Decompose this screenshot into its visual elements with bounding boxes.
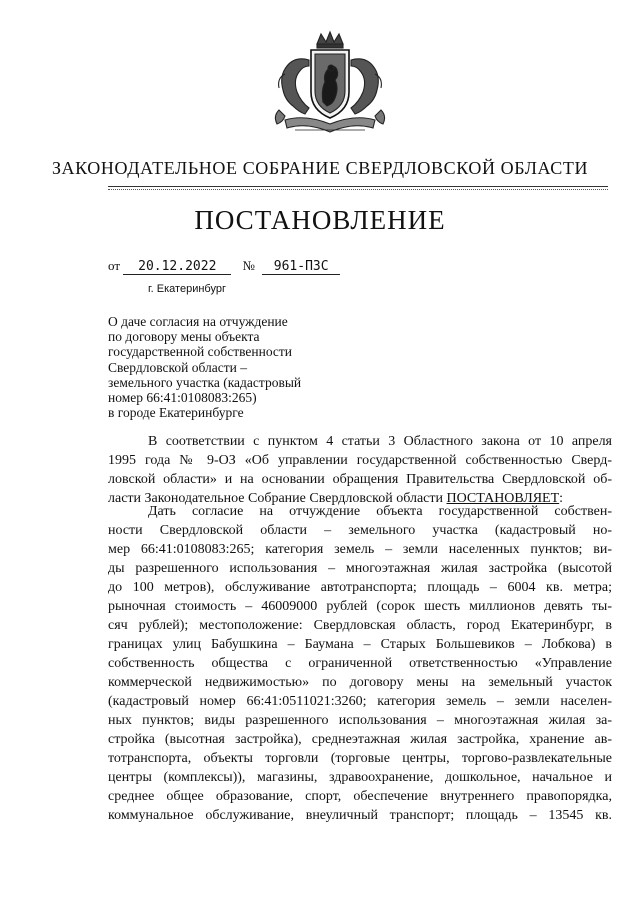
header-divider <box>108 186 608 187</box>
body-line: собственность общества с ограниченной ответственностью «Управление <box>108 656 612 671</box>
header-divider-dotted <box>108 189 608 190</box>
preamble-line: В соответствии с пунктом 4 статьи 3 Областного закона от 10 апреля <box>148 434 612 449</box>
document-subject <box>108 314 301 420</box>
body-line: коммунальное обслуживание, внеуличный транспорт; площадь – 13545 кв. <box>108 808 612 823</box>
body-line: коммерческой недвижимостью» по договору мены на земельный участок <box>108 675 612 690</box>
body-line: рыночная стоимость – 46009000 рублей (сорок шесть миллионов девять ты- <box>108 599 612 614</box>
city-label: г. Екатеринбург <box>148 283 226 295</box>
preamble-line: ласти Законодательное Собрание Свердловской области <box>108 491 443 506</box>
org-title: ЗАКОНОДАТЕЛЬНОЕ СОБРАНИЕ СВЕРДЛОВСКОЙ ОБЛАСТИ <box>51 158 589 178</box>
preamble-line: ловской области» и на основании обращения Правительства Свердловской об- <box>108 472 612 487</box>
body-line: мер 66:41:0108083:265; категория земель – земли населенных пунктов; ви- <box>108 542 612 557</box>
date-number-line <box>108 258 340 275</box>
subject-line: в городе Екатеринбурге <box>108 405 244 421</box>
body-line: сяч рублей); местоположение: Свердловская область, город Екатеринбург, в <box>108 618 612 633</box>
body-line: ности Свердловской области – земельного участка (кадастровый но- <box>108 523 612 538</box>
subject-line: по договору мены объекта <box>108 329 260 345</box>
coat-of-arms-icon <box>265 30 395 142</box>
body-line: стройка (высотная застройка), среднеэтажная жилая застройка, хранение ав- <box>108 732 612 747</box>
body-line: Дать согласие на отчуждение объекта государственной собствен- <box>148 504 612 519</box>
resolution-paragraph <box>108 502 612 825</box>
preamble-paragraph <box>108 432 612 508</box>
body-line: центры (комплексы)), магазины, здравоохранение, дошкольное, начальное и <box>108 770 612 785</box>
subject-line: О даче согласия на отчуждение <box>108 314 288 329</box>
body-line: среднее общее образование, спорт, обеспечение внутреннего правопорядка, <box>108 789 612 804</box>
subject-line: Свердловской области – <box>108 359 247 375</box>
document-date: 20.12.2022 <box>123 259 231 275</box>
resolve-word: ПОСТАНОВЛЯЕТ <box>446 491 560 506</box>
subject-line: номер 66:41:0108083:265) <box>108 390 257 406</box>
body-line: ных пунктов; виды разрешенного использования – многоэтажная жилая за- <box>108 713 612 728</box>
body-line: границах улиц Бабушкина – Баумана – Старых Большевиков – Лобкова) в <box>108 637 612 652</box>
body-line: до 100 метров), обслуживание автотранспорта; площадь – 6004 кв. метра; <box>108 580 612 595</box>
document-number: 961-ПЗС <box>262 259 340 275</box>
subject-line: государственной собственности <box>108 344 293 360</box>
body-line: (кадастровый номер 66:41:0511021:3260; категория земель – земли населен- <box>108 694 612 709</box>
body-line: тотранспорта, объекты торговли (торговые центры, торгово-развлекательные <box>108 751 612 766</box>
body-line: ды разрешенного использования – многоэтажная жилая застройка (высотой <box>108 561 612 576</box>
number-sign: № <box>242 258 255 273</box>
subject-line: земельного участка (кадастровый <box>108 374 302 390</box>
preamble-line: 1995 года № 9-ОЗ «Об управлении государственной собственностью Сверд- <box>108 453 612 468</box>
document-type-title: ПОСТАНОВЛЕНИЕ <box>194 205 446 235</box>
date-prefix: от <box>108 258 121 273</box>
resolve-suffix: : <box>559 491 564 506</box>
